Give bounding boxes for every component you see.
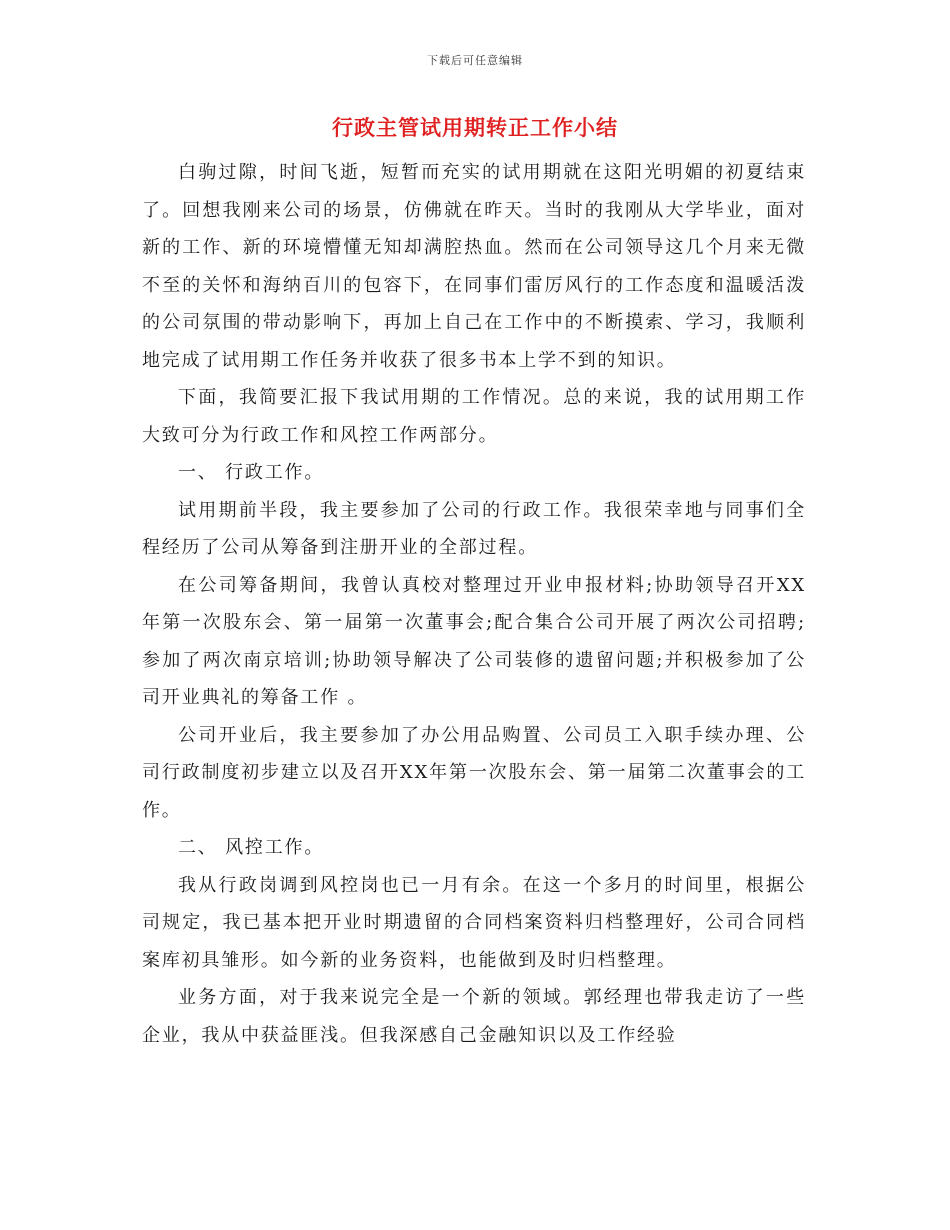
document-title: 行政主管试用期转正工作小结 [332,115,618,140]
document-body [142,154,806,1054]
paragraph: 在公司筹备期间，我曾认真校对整理过开业申报材料;协助领导召开XX年第一次股东会、第一届第一次董事会;配合集合公司开展了两次公司招聘;参加了两次南京培训;协助领导解决了公司装修的遗留问题;并积极参加了公司开业典礼的筹备工作 。 [142,574,806,708]
section-heading: 二、 风控工作。 [178,837,325,858]
section-heading: 一、 行政工作。 [178,462,325,483]
header-note: 下载后可任意编辑 [427,54,523,67]
paragraph: 公司开业后，我主要参加了办公用品购置、公司员工入职手续办理、公司行政制度初步建立以及召开XX年第一次股东会、第一届第二次董事会的工作。 [142,724,806,821]
paragraph: 白驹过隙，时间飞逝，短暂而充实的试用期就在这阳光明媚的初夏结束了。回想我刚来公司的场景，仿佛就在昨天。当时的我刚从大学毕业，面对新的工作、新的环境懵懂无知却满腔热血。然而在公司领导这几个月来无微不至的关怀和海纳百川的包容下，在同事们雷厉风行的工作态度和温暖活泼的公司氛围的带动影响下，再加上自己在工作中的不断摸索、学习，我顺利地完成了试用期工作任务并收获了很多书本上学不到的知识。 [142,162,806,371]
paragraph: 我从行政岗调到风控岗也已一月有余。在这一个多月的时间里，根据公司规定，我已基本把开业时期遗留的合同档案资料归档整理好，公司合同档案库初具雏形。如今新的业务资料，也能做到及时归档整理。 [142,874,806,971]
paragraph: 下面，我简要汇报下我试用期的工作情况。总的来说，我的试用期工作大致可分为行政工作和风控工作两部分。 [142,387,806,446]
paragraph: 业务方面，对于我来说完全是一个新的领域。郭经理也带我走访了一些企业，我从中获益匪浅。但我深感自己金融知识以及工作经验 [142,987,806,1046]
paragraph: 试用期前半段，我主要参加了公司的行政工作。我很荣幸地与同事们全程经历了公司从筹备到注册开业的全部过程。 [142,499,806,558]
